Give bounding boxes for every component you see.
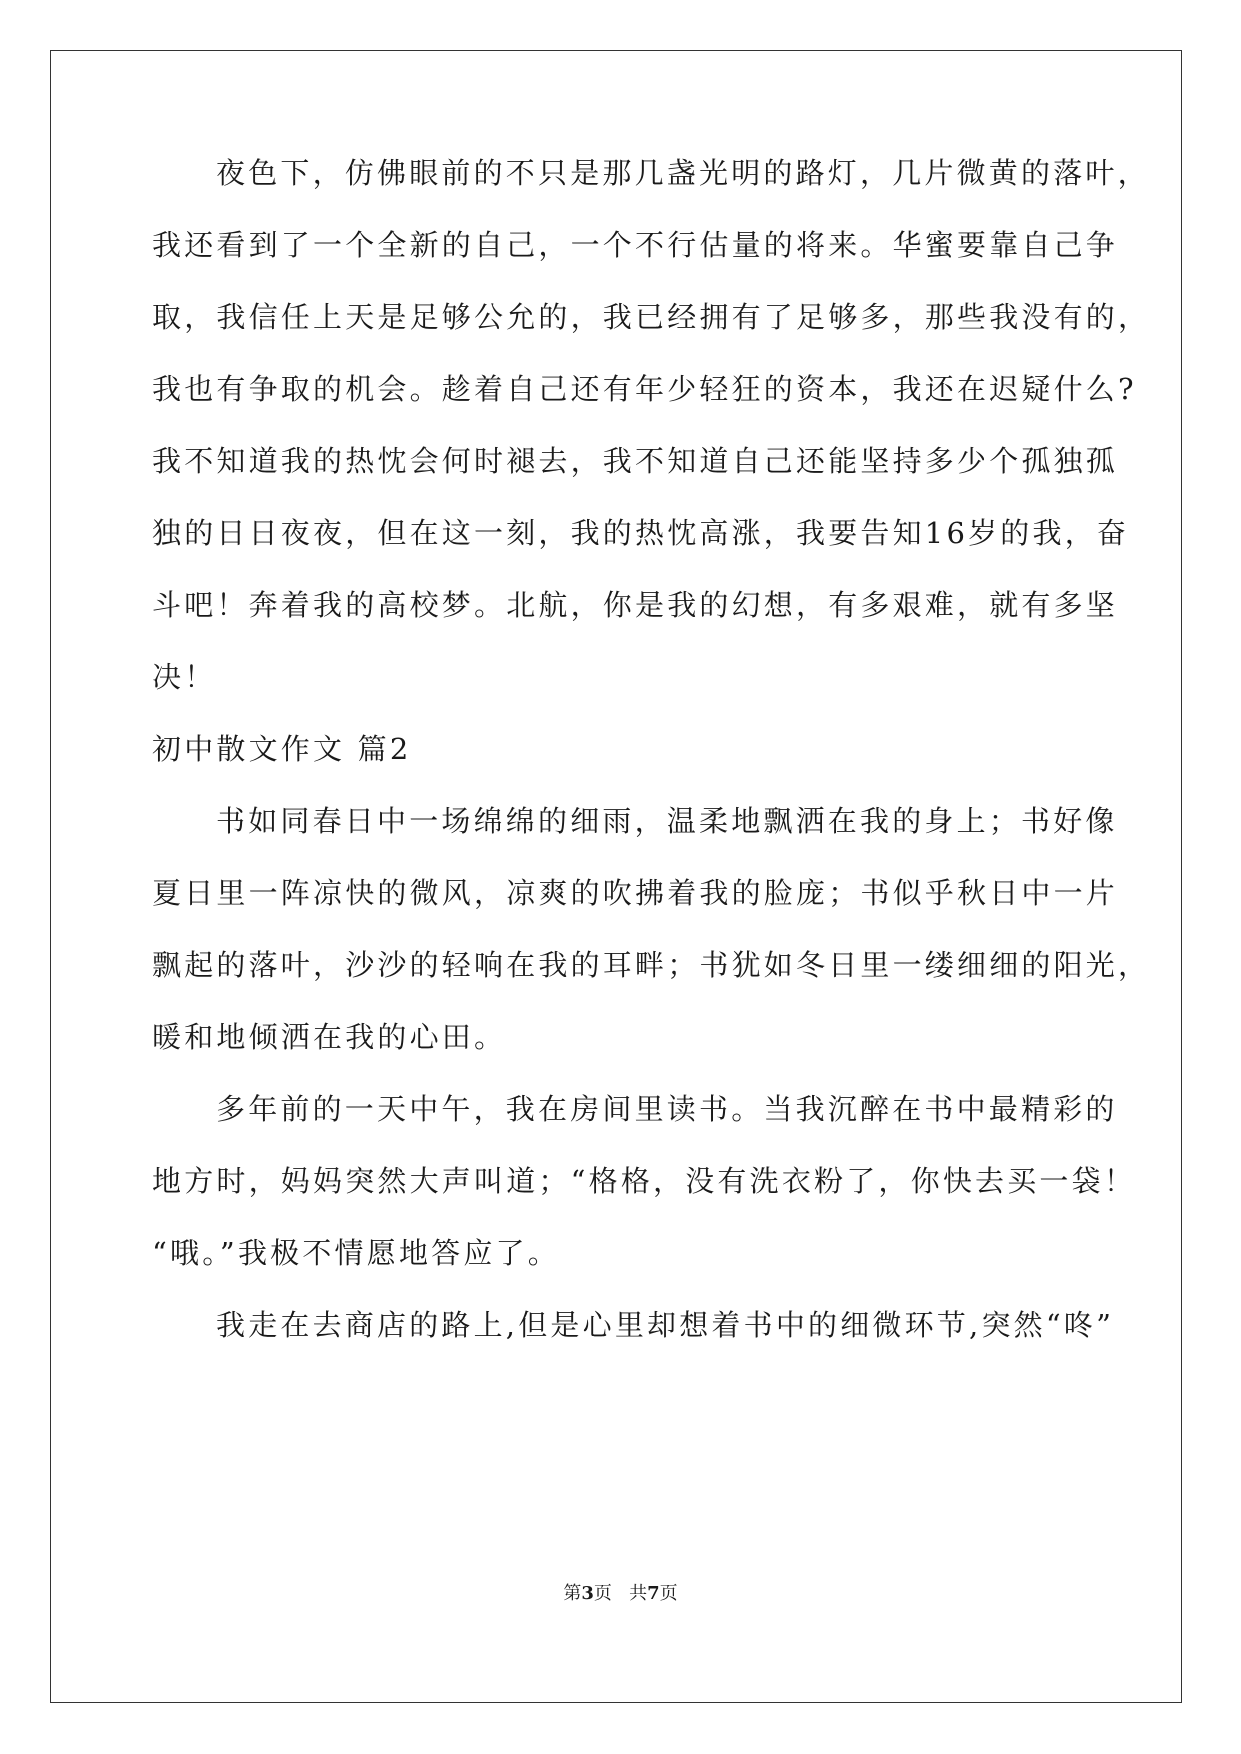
text-line: 独的日日夜夜，但在这一刻，我的热忱高涨，我要告知16岁的我，奋 — [152, 516, 1130, 550]
text-line: 夜色下，仿佛眼前的不只是那几盏光明的路灯，几片微黄的落叶， — [216, 156, 1150, 190]
text-line: 我走在去商店的路上,但是心里却想着书中的细微环节,突然“咚” — [216, 1308, 1115, 1342]
text-line: 决！ — [152, 660, 217, 694]
text-line: 飘起的落叶，沙沙的轻响在我的耳畔；书犹如冬日里一缕细细的阳光， — [152, 948, 1151, 982]
section-heading: 初中散文作文 篇2 — [152, 732, 412, 766]
text-line: 多年前的一天中午，我在房间里读书。当我沉醉在书中最精彩的 — [216, 1092, 1118, 1126]
text-line: 我不知道我的热忱会何时褪去，我不知道自己还能坚持多少个孤独孤 — [152, 444, 1119, 478]
page-mid: 页 共 — [593, 1583, 648, 1604]
text-line: 斗吧！奔着我的高校梦。北航，你是我的幻想，有多艰难，就有多坚 — [152, 588, 1119, 622]
text-line: 取，我信任上天是足够公允的，我已经拥有了足够多，那些我没有的， — [152, 300, 1151, 334]
text-line: 我还看到了一个全新的自己，一个不行估量的将来。华蜜要靠自己争 — [152, 228, 1119, 262]
text-line: 暖和地倾洒在我的心田。 — [152, 1020, 507, 1054]
text-line: 夏日里一阵凉快的微风，凉爽的吹拂着我的脸庞；书似乎秋日中一片 — [152, 876, 1119, 910]
text-line: 书如同春日中一场绵绵的细雨，温柔地飘洒在我的身上；书好像 — [216, 804, 1118, 838]
page-prefix: 第 — [563, 1583, 582, 1604]
page-suffix: 页 — [659, 1583, 678, 1604]
page-footer — [0, 1582, 1241, 1606]
text-line: 地方时，妈妈突然大声叫道；“格格，没有洗衣粉了，你快去买一袋！ — [152, 1164, 1137, 1198]
page-current: 3 — [581, 1583, 594, 1604]
page-total: 7 — [647, 1583, 660, 1604]
text-line: 我也有争取的机会。趁着自己还有年少轻狂的资本，我还在迟疑什么? — [152, 372, 1137, 406]
text-line: “哦。”我极不情愿地答应了。 — [152, 1236, 560, 1270]
